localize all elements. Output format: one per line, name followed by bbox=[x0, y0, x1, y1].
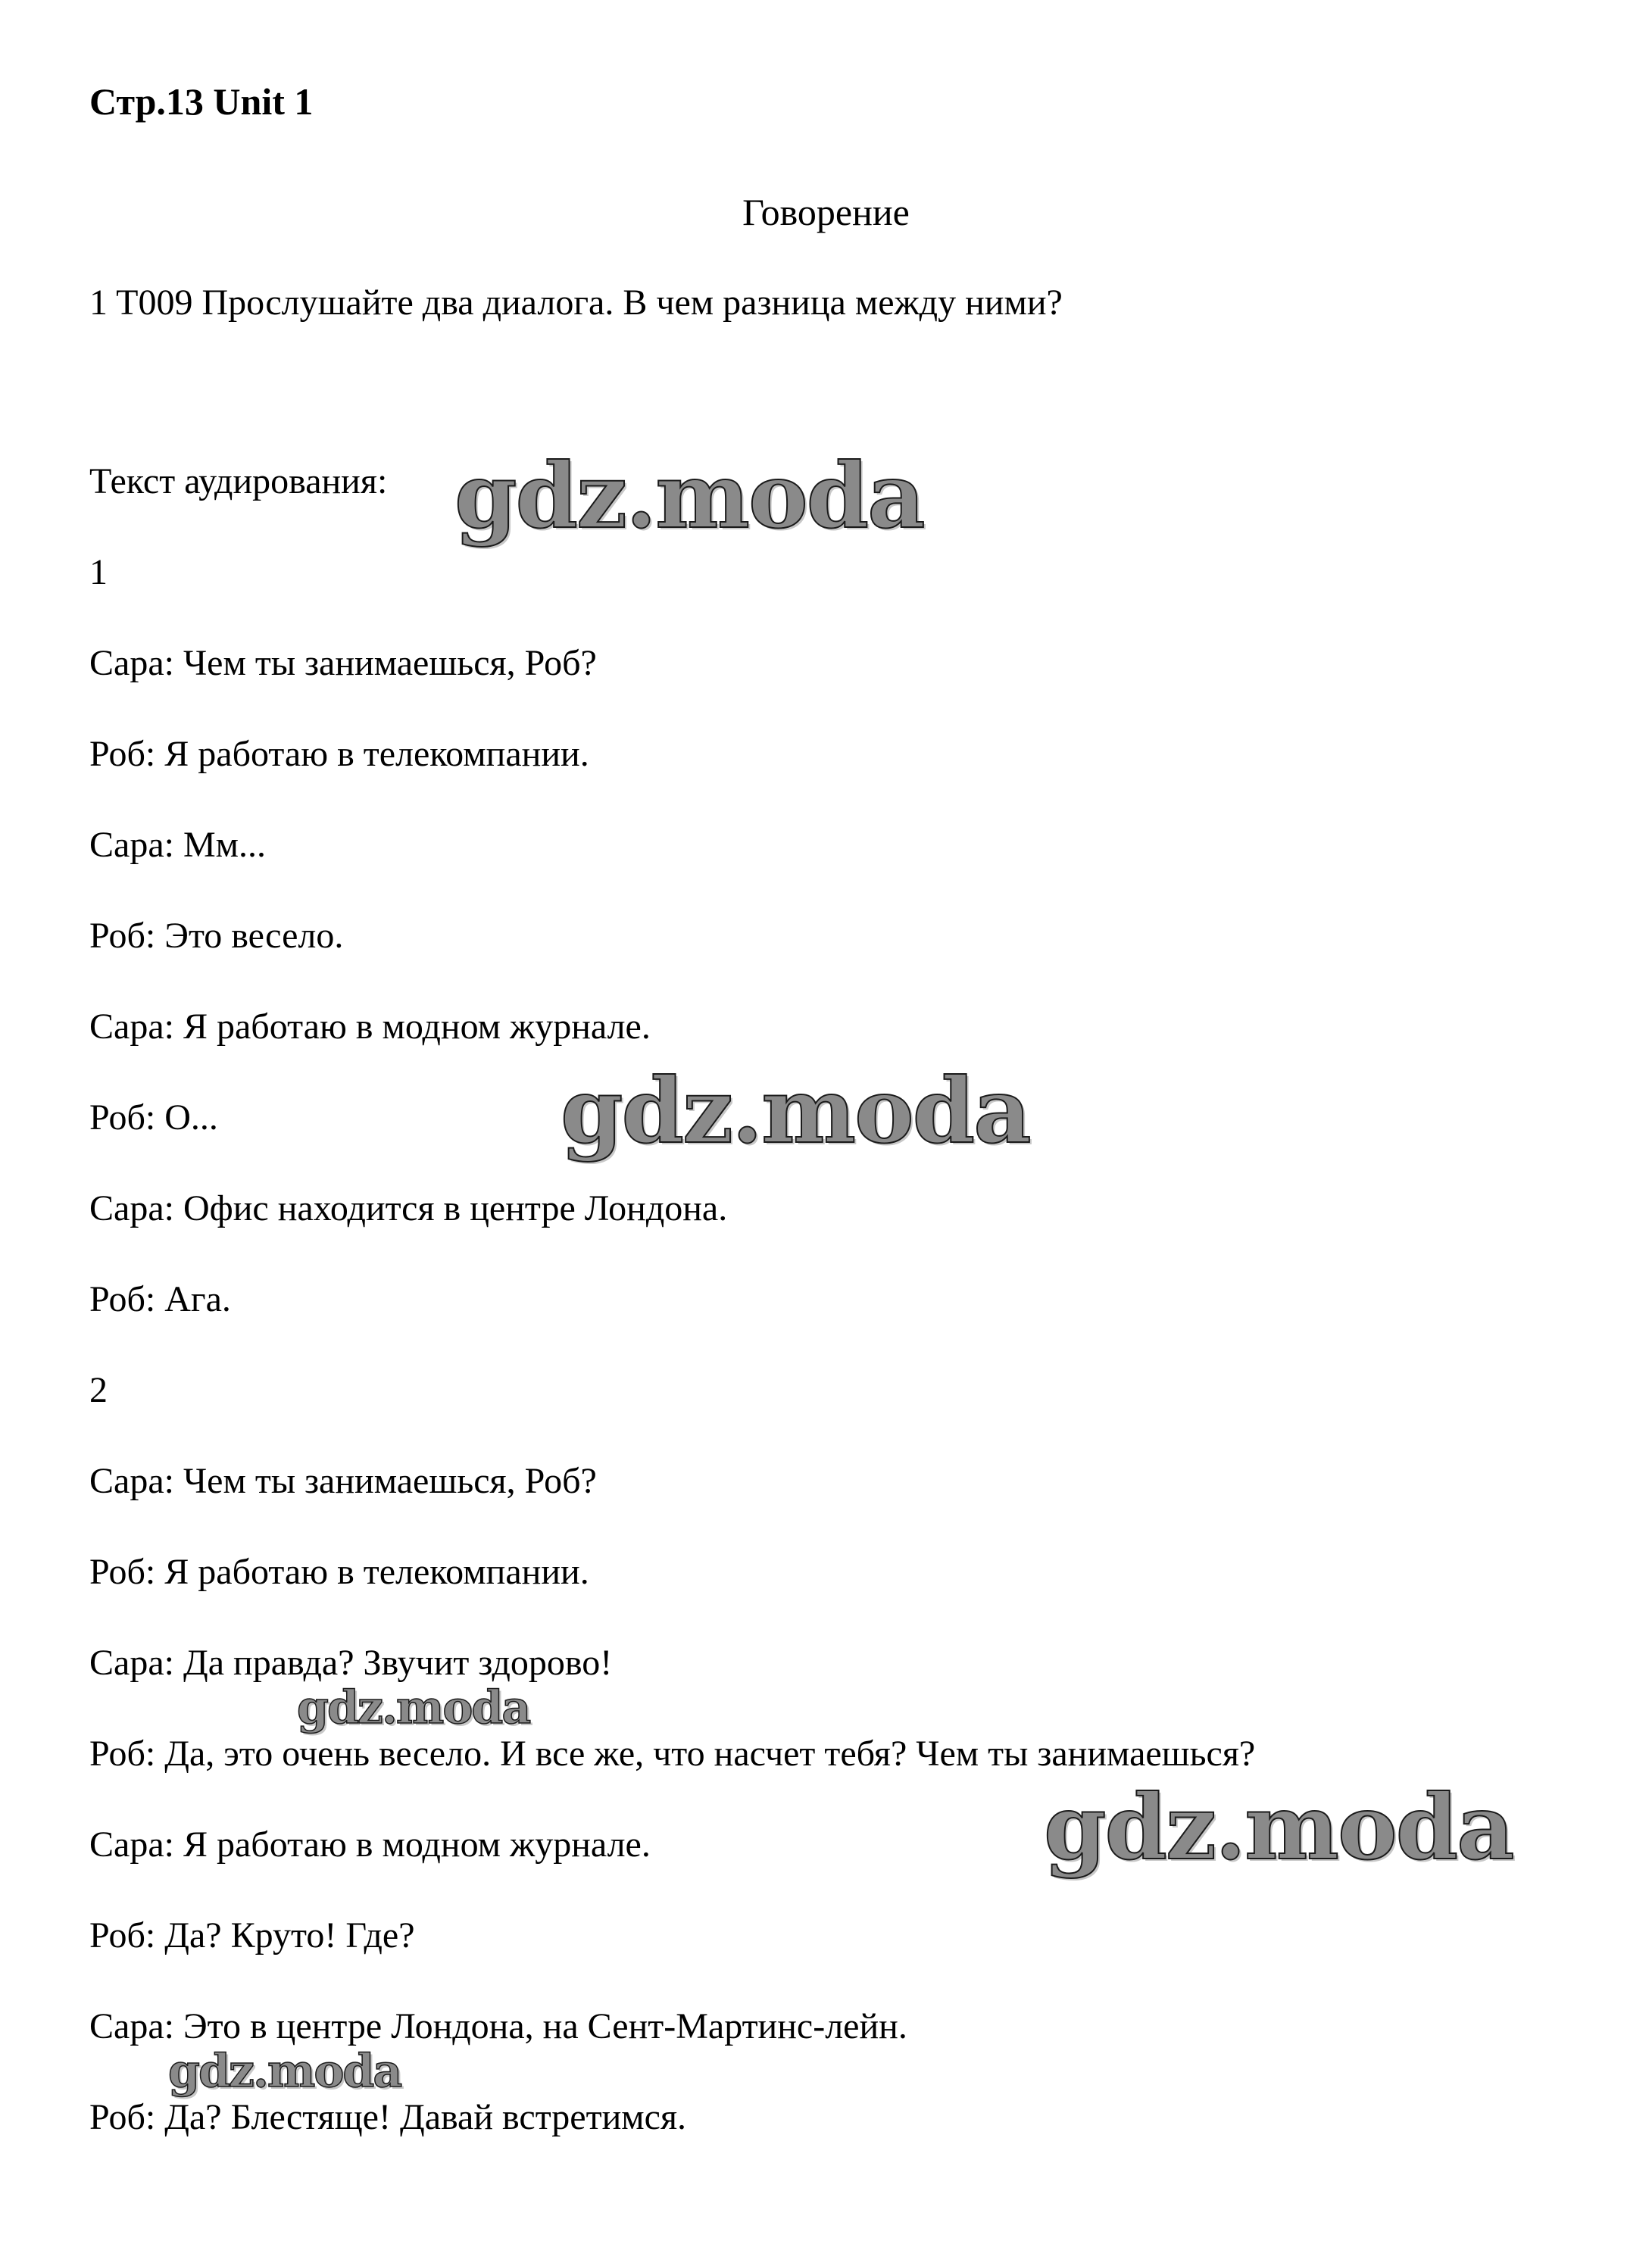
watermark: gdz.moda bbox=[561, 1058, 1030, 1163]
dialogue-line: Сара: Чем ты занимаешься, Роб? bbox=[89, 1461, 597, 1501]
dialogue-line: Роб: Ага. bbox=[89, 1279, 231, 1319]
dialogue-line: Роб: Я работаю в телекомпании. bbox=[89, 1552, 589, 1592]
watermark: gdz.moda bbox=[1044, 1774, 1513, 1880]
dialogue-line: Роб: Это весело. bbox=[89, 916, 344, 956]
dialogue-line: Роб: Да? Круто! Где? bbox=[89, 1915, 415, 1955]
section-title: Говорение bbox=[742, 191, 910, 233]
dialogue-line: Сара: Офис находится в центре Лондона. bbox=[89, 1188, 728, 1228]
dialogue-line: Роб: Да, это очень весело. И все же, что насчет тебя? Чем ты занимаешься? bbox=[89, 1734, 1256, 1774]
watermark: gdz.moda bbox=[168, 2045, 401, 2098]
dialogue-line: Роб: О... bbox=[89, 1097, 218, 1138]
dialogue-line: Сара: Да правда? Звучит здорово! bbox=[89, 1643, 613, 1683]
dialogue-2-number: 2 bbox=[89, 1370, 108, 1410]
dialogue-1-number: 1 bbox=[89, 552, 108, 592]
dialogue-line: Сара: Я работаю в модном журнале. bbox=[89, 1007, 651, 1047]
dialogue-line: Роб: Да? Блестяще! Давай встретимся. bbox=[89, 2097, 687, 2137]
page-heading: Стр.13 Unit 1 bbox=[89, 80, 314, 123]
task-instruction: 1 T009 Прослушайте два диалога. В чем разница между ними? bbox=[89, 282, 1063, 323]
watermark: gdz.moda bbox=[454, 443, 924, 548]
watermark: gdz.moda bbox=[297, 1681, 530, 1734]
listening-label: Текст аудирования: bbox=[89, 461, 388, 501]
dialogue-line: Сара: Чем ты занимаешься, Роб? bbox=[89, 643, 597, 683]
dialogue-line: Роб: Я работаю в телекомпании. bbox=[89, 734, 589, 774]
dialogue-line: Сара: Я работаю в модном журнале. bbox=[89, 1824, 651, 1865]
dialogue-line: Сара: Это в центре Лондона, на Сент-Мартинс-лейн. bbox=[89, 2006, 907, 2046]
dialogue-line: Сара: Мм... bbox=[89, 825, 267, 865]
